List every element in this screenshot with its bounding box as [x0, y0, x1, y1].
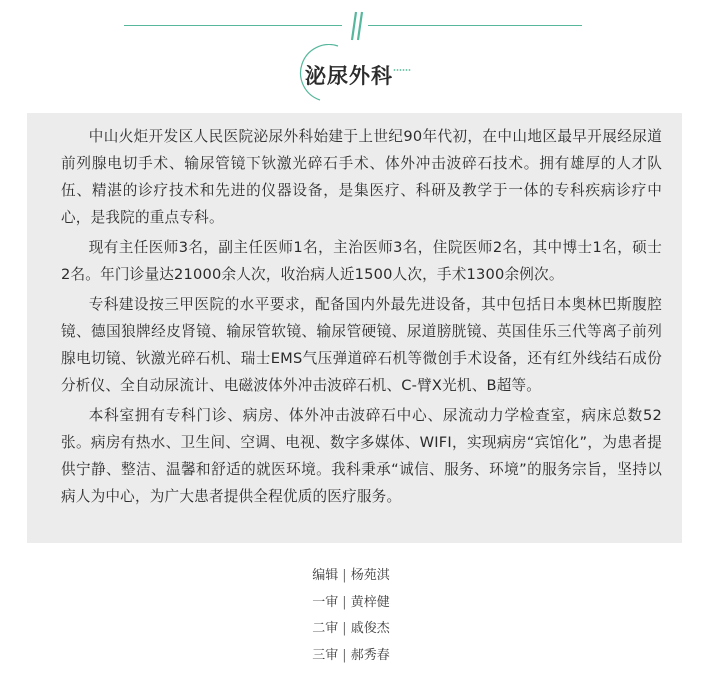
credit-second-review	[0, 616, 702, 643]
dotted-line-decoration	[393, 68, 413, 72]
credit-third-review	[0, 643, 702, 670]
credit-separator: |	[342, 621, 347, 636]
paragraph-equipment: 专科建设按三甲医院的水平要求，配备国内外最先进设备，其中包括日本奥林巴斯腹腔镜、德国狼牌经皮肾镜、输尿管软镜、输尿管硬镜、尿道膀胱镜、英国佳乐三代等离子前列腺电切镜、钬激光碎石机、瑞士EMS气压弹道碎石机等微创手术设备，还有红外线结石成份分析仪、全自动尿流计、电磁波体外冲击波碎石机、C-臂X光机、B超等。	[61, 296, 662, 394]
paragraph-facilities: 本科室拥有专科门诊、病房、体外冲击波碎石中心、尿流动力学检查室，病床总数52张。病房有热水、卫生间、空调、电视、数字多媒体、WIFI，实现病房“宾馆化”，为患者提供宁静、整洁、温馨和舒适的就医环境。我科秉承“诚信、服务、环境”的服务宗旨，坚持以病人为中心，为广大患者提供全程优质的医疗服务。	[61, 407, 662, 505]
paragraph-intro: 中山火炬开发区人民医院泌尿外科始建于上世纪90年代初，在中山地区最早开展经尿道前列腺电切手术、输尿管镜下钬激光碎石手术、体外冲击波碎石技术。拥有雄厚的人才队伍、精湛的诊疗技术和先进的仪器设备，是集医疗、科研及教学于一体的专科疾病诊疗中心，是我院的重点专科。	[61, 128, 662, 226]
credit-separator: |	[342, 594, 347, 610]
double-slash-icon	[343, 11, 367, 41]
credit-name: 戚俊杰	[350, 621, 390, 636]
credit-name: 黄梓健	[350, 594, 390, 610]
credit-separator: |	[342, 647, 347, 663]
credit-role: 编辑	[312, 568, 339, 583]
credit-separator: |	[342, 568, 347, 583]
credit-role: 一审	[312, 594, 339, 610]
credit-name: 郝秀春	[350, 647, 390, 663]
credit-name: 杨苑淇	[350, 568, 390, 583]
section-title: 泌尿外科	[305, 64, 393, 88]
top-divider-left	[124, 25, 342, 26]
paragraph-staff: 现有主任医师3名，副主任医师1名，主治医师3名，住院医师2名，其中博士1名，硕士2名。年门诊量达21000余人次，收治病人近1500人次，手术1300余例次。	[61, 239, 662, 283]
credit-editor	[0, 563, 702, 590]
content-box	[27, 113, 682, 543]
credit-role: 三审	[312, 647, 339, 663]
credit-first-review	[0, 590, 702, 617]
top-divider-right	[368, 25, 582, 26]
credit-role: 二审	[312, 621, 339, 636]
credits-block	[0, 563, 702, 669]
